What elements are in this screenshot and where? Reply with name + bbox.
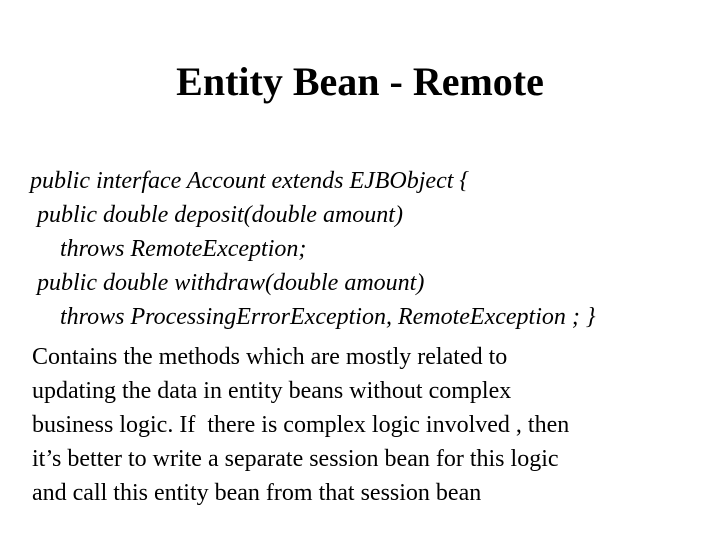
code-line: public double deposit(double amount) xyxy=(37,202,403,228)
slide-title: Entity Bean - Remote xyxy=(176,59,544,104)
description-paragraph xyxy=(32,340,702,510)
code-line: public double withdraw(double amount) xyxy=(37,270,425,296)
code-line: throws RemoteException; xyxy=(60,236,307,262)
code-line: throws ProcessingErrorException, RemoteException ; } xyxy=(60,304,596,330)
code-block xyxy=(30,164,710,334)
description-line: it’s better to write a separate session bean for this logic xyxy=(32,446,559,472)
description-line: updating the data in entity beans without complex xyxy=(32,378,512,404)
code-line: public interface Account extends EJBObject { xyxy=(30,168,469,194)
description-line: Contains the methods which are mostly related to xyxy=(32,344,508,370)
description-line: and call this entity bean from that session bean xyxy=(32,480,482,506)
description-line: business logic. If there is complex logic involved , then xyxy=(32,412,570,438)
